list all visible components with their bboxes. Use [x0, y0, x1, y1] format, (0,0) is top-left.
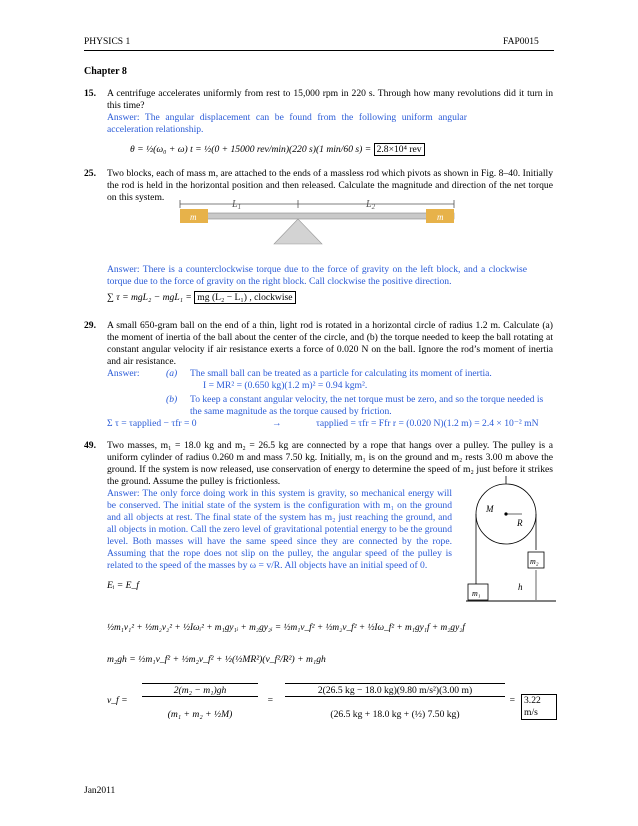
header-left: PHYSICS 1	[84, 37, 131, 47]
q15-answer: Answer: The angular displacement can be found from the following uniform angular acceleration relationship.	[107, 112, 467, 135]
vf-frac-den: (m₁ + m₂ + ½M)	[167, 709, 233, 720]
header-rule	[84, 50, 554, 51]
q29-text: A small 650-gram ball on the end of a thin, light rod is rotated in a horizontal circle of radius 1.2 m. Calculate (a) the moment of inertia of the ball about the center of the circle, and (b) the torque needed to keep the ball rotating at constant angular velocity if air resistance exerts a force of 0.020 N on the ball. Ignore the rod’s moment of inertia and air resistance.	[107, 320, 553, 367]
pivot	[274, 219, 322, 244]
l2-label: $L_2$	[366, 199, 376, 211]
l1-label: $L_1$	[232, 199, 242, 211]
q25-result: mg (L₂ − L₁) , clockwise	[194, 291, 295, 304]
q49-text: Two masses, m₁ = 18.0 kg and m₂ = 26.5 kg are connected by a rope that hangs over a pulley. The pulley is a uniform cylinder of radius 0.260 m and mass 7.50 kg. Initially, m₁ is on the ground and m₂ rests 3.00 m above the ground. If the system is now released, use conservation of energy to determine the speed of m₂ just before it strikes the ground. Assume the pulley is frictionless.	[107, 440, 553, 487]
rod	[198, 213, 454, 219]
q25-text: Two blocks, each of mass m, are attached to the ends of a massless rod which pivots as shown in Fig. 8–40. Initially the rod is held in the horizontal position and then released. Calculate the magnitude and direction of the net torque on this system.	[107, 168, 553, 203]
q15-result: 2.8×10⁴ rev	[374, 143, 425, 156]
footer-date: Jan2011	[84, 786, 116, 796]
vf-lhs: v_f =	[107, 695, 128, 706]
q25-answer: Answer: There is a counterclockwise torque due to the force of gravity on the left block, and a clockwise torque due to the force of gravity on the right block. Call clockwise the positive direction.	[107, 264, 527, 287]
q49-eq4: v_f = 2(m₂ − m₁)gh (m₁ + m₂ + ½M) = 2(26.5 kg − 18.0 kg)(9.80 m/s²)(3.00 m) (26.5 kg + 18.0 kg + (½) 7.50 kg) = 3.22 m/s	[107, 683, 557, 723]
q29-b-arrow: →	[272, 418, 282, 429]
pulley-mass-label: M	[486, 504, 494, 514]
mass-m1-label: m₁	[472, 589, 481, 598]
q29-b-eq2: τapplied = τfr = Ffr r = (0.020 N)(1.2 m) = 2.4 × 10⁻² mN	[316, 418, 539, 429]
pulley-radius-label: R	[517, 518, 523, 528]
q15-number: 15.	[84, 88, 96, 99]
q15-equation: θ = ½(ω₀ + ω) t = ½(0 + 15000 rev/min)(220 s)(1 min/60 s) = 2.8×10⁴ rev	[130, 144, 425, 156]
vf-frac-num: 2(m₂ − m₁)gh	[142, 683, 258, 697]
vf-den-values: (26.5 kg + 18.0 kg + (½) 7.50 kg)	[330, 709, 460, 720]
chapter-title: Chapter 8	[84, 66, 127, 77]
mass-m2-label: m₂	[530, 557, 539, 566]
q25-number: 25.	[84, 168, 96, 179]
q29-a-label: (a)	[166, 368, 178, 379]
q29-number: 29.	[84, 320, 96, 331]
q29-answer-label: Answer:	[107, 368, 140, 379]
q25-equation: ∑ τ = mgL₂ − mgL₁ = mg (L₂ − L₁) , clockwise	[107, 292, 296, 304]
q29-b-eq1: Σ τ = τapplied − τfr = 0	[107, 418, 197, 429]
lever-figure	[178, 196, 468, 262]
q49-eq3: m₂gh = ½m₁v_f² + ½m₂v_f² + ½(½MR²)(v_f²/R²) + m₁gh	[107, 654, 326, 665]
q29-b-text: To keep a constant angular velocity, the net torque must be zero, and so the torque needed is the same magnitude as the torque caused by friction.	[190, 394, 544, 417]
pulley-figure	[466, 474, 558, 608]
block-left-label: m	[190, 212, 197, 222]
q49-number: 49.	[84, 440, 96, 451]
q29-a-text: The small ball can be treated as a particle for calculating its moment of inertia.	[190, 368, 492, 379]
vf-eq-sign: =	[267, 695, 274, 706]
vf-num-values: 2(26.5 kg − 18.0 kg)(9.80 m/s²)(3.00 m)	[285, 683, 505, 697]
q49-answer: Answer: The only force doing work in this system is gravity, so mechanical energy will be conserved. The initial state of the system is the configuration with m₁ on the ground and all objects at rest. The final state of the system has m₂ just reaching the ground, and all objects in motion. Call the zero level of gravitational potential energy to be the ground level. Both masses will have the same speed since they are connected by the rope. Assuming that the rope does not slip on the pulley, the angular speed of the pulley is related to the speed of the masses by ω = v/R. All objects have an initial speed of 0.	[107, 488, 452, 571]
q49-eq2: ½m₁v₁² + ½m₂v₂² + ½Iωᵢ² + m₁gy₁ᵢ + m₂gy₂ᵢ = ½m₁v_f² + ½m₂v_f² + ½Iω_f² + m₁gy₁f + m₂gy₂f	[107, 623, 466, 633]
q49-result: 3.22 m/s	[521, 694, 557, 720]
q15-text: A centrifuge accelerates uniformly from rest to 15,000 rpm in 220 s. Through how many revolutions did it turn in this time?	[107, 88, 553, 111]
header-right: FAP0015	[503, 37, 539, 47]
q29-b-label: (b)	[166, 394, 178, 405]
q49-eq1: Eᵢ = E_f	[107, 580, 139, 591]
height-label: h	[518, 582, 523, 592]
block-right-label: m	[437, 212, 444, 222]
q29-a-eq: I = MR² = (0.650 kg)(1.2 m)² = 0.94 kgm².	[203, 380, 368, 391]
